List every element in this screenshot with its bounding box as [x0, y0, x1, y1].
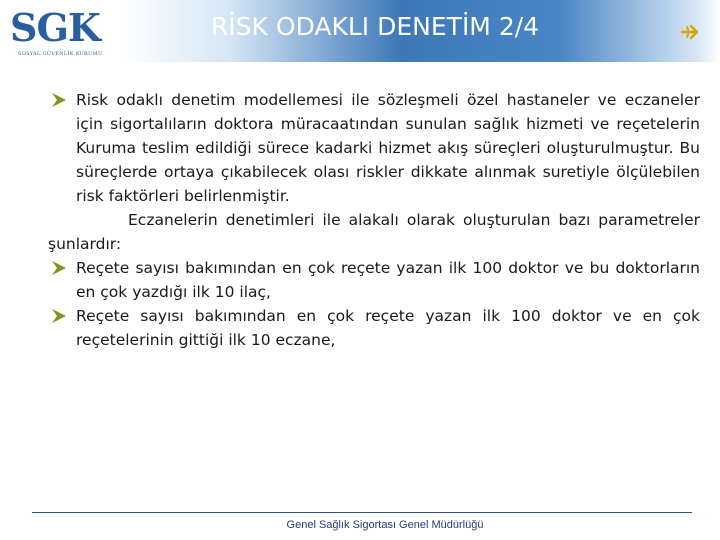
- bullet-item: [48, 304, 700, 352]
- bullet-text: Reçete sayısı bakımından en çok reçete yazan ilk 100 doktor ve en çok reçetelerinin gittiği ilk 10 eczane,: [76, 307, 700, 349]
- logo-subtitle: SOSYAL GÜVENLİK KURUMU: [18, 51, 103, 57]
- header-bar: [0, 0, 720, 62]
- bullet-item: [48, 88, 700, 208]
- slide-content: [48, 88, 700, 352]
- arrow-bullet-icon: [50, 91, 68, 109]
- arrow-bullet-icon: [50, 307, 68, 325]
- bullet-text: Reçete sayısı bakımından en çok reçete yazan ilk 100 doktor ve bu doktorların en çok yazdığı ilk 10 ilaç,: [76, 259, 700, 301]
- footer-text: Genel Sağlık Sigortası Genel Müdürlüğü: [286, 519, 484, 531]
- slide-title: RİSK ODAKLI DENETİM 2/4: [210, 12, 540, 41]
- sgk-logo: [6, 4, 124, 60]
- footer-divider: [32, 512, 692, 513]
- logo-text: SGK: [10, 5, 100, 50]
- paragraph-text: Eczanelerin denetimleri ile alakalı olarak oluşturulan bazı parametreler şunlardır:: [48, 211, 700, 253]
- bullet-text: Risk odaklı denetim modellemesi ile sözleşmeli özel hastaneler ve eczaneler için sigortalıların doktora müracaatından sunulan sağlık hizmeti ve reçetelerin Kuruma teslim edildiği sürece kadarki hizmet akış süreçleri oluşturulmuştur. Bu süreçlerde ortaya çıkabilecek olası riskler dikkate alınmak suretiyle ölçülebilen risk faktörleri belirlenmiştir.: [76, 91, 700, 205]
- airplane-icon[interactable]: [680, 22, 700, 42]
- arrow-bullet-icon: [50, 259, 68, 277]
- bullet-item: [48, 256, 700, 304]
